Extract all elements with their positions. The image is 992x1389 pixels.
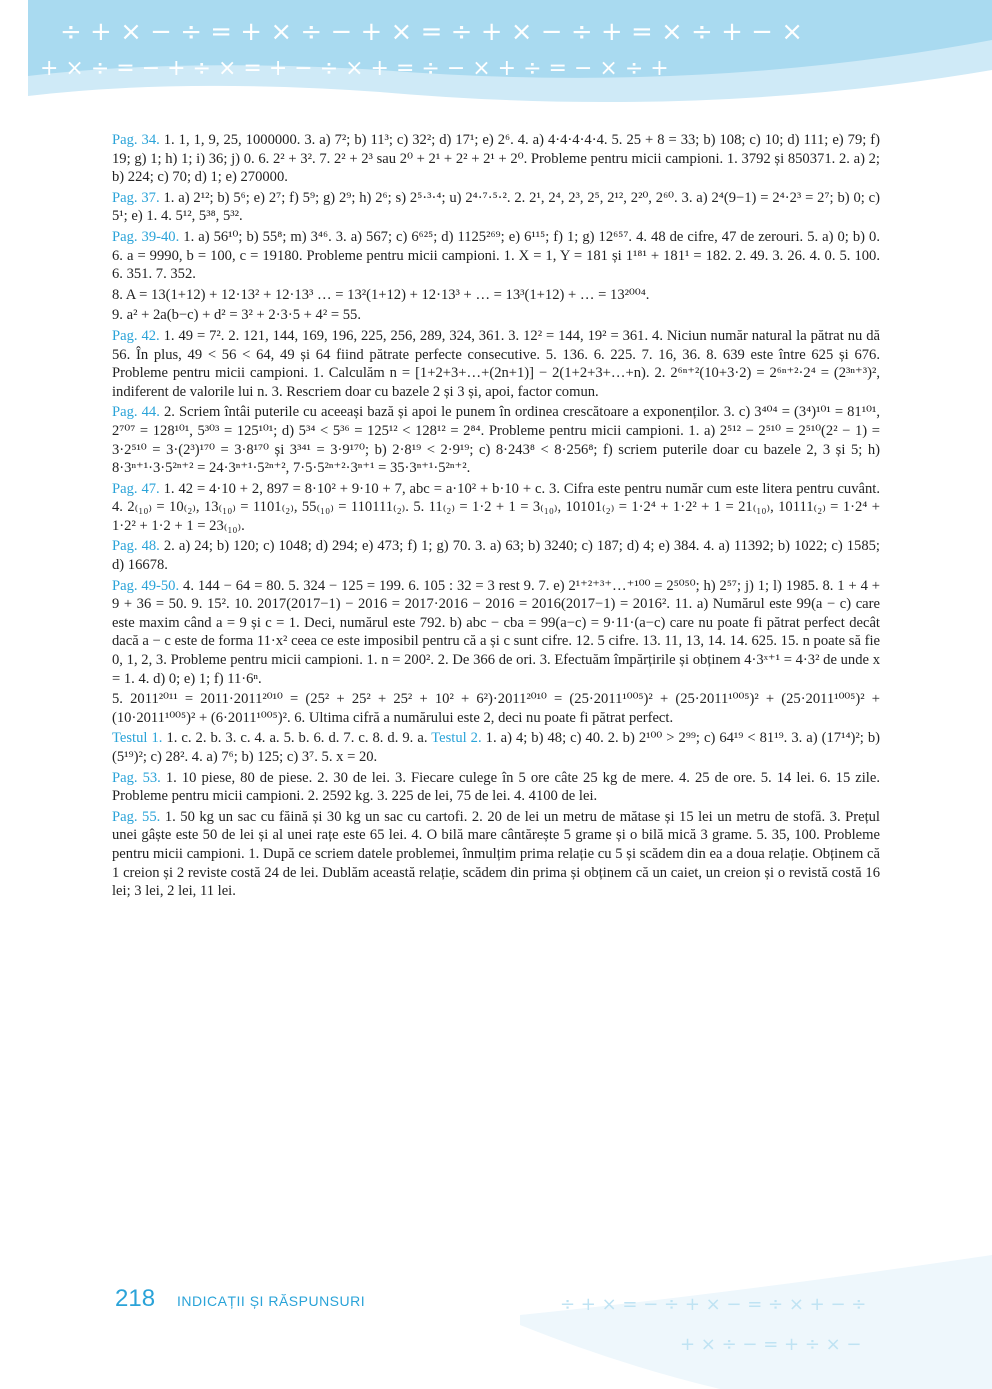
page-ref: Pag. 44. [112, 404, 160, 421]
paragraph [112, 189, 880, 226]
paragraph [112, 729, 880, 766]
page-footer [115, 1285, 365, 1315]
paragraph [112, 403, 880, 477]
page-ref: Pag. 47. [112, 480, 160, 497]
answer-text: 4. 144 − 64 = 80. 5. 324 − 125 = 199. 6. 105 : 32 = 3 rest 9. 7. e) 2¹⁺²⁺³⁺…⁺¹⁰⁰ = 2⁵⁰⁵⁰; h) 2⁵⁷; j) 1; l) 1985. 8. 1 + 4 + 9 + 36 = 50. 9. 15². 10. 2017(2017−1) − 2016 = 2017·2016 − 2016 = 2016(2017−1) = 2016². 11. a) Numărul este 99(a − c) care este maxim când a = 9 și c = 1. Deci, numărul este 792. b) abc − cba = 99(a−c) = 9·11·(a−c) care nu poate fi pătrat perfect decât dacă a − c este de forma 11·x² ceea ce este imposibil pentru că a și c sunt cifre. 12. 5 cifre. 13. 11, 13, 14. 14. 625. 15. n poate să fie 0, 1, 2, 3. Probleme pentru micii campioni. 1. n = 200². 2. De 366 de ori. 3. Efectuăm împărțirile și obținem 4·3ˣ⁺¹ = 4·3² de unde x = 1. 4. d) 0; e) 1; f) 11·6ⁿ. [112, 577, 880, 687]
page-ref: Pag. 34. [112, 132, 160, 148]
test-ref: Testul 2. [431, 730, 482, 747]
answer-text: 1. 42 = 4·10 + 2, 897 = 8·10² + 9·10 + 7, abc = a·10² + b·10 + c. 3. Cifra este pentru număr cum este litera pentru cuvânt. 4. 2₍₁₀₎ = 10₍₂₎, 13₍₁₀₎ = 1101₍₂₎, 55₍₁₀₎ = 110111₍₂₎. 5. 11₍₂₎ = 1·2 + 1 = 3₍₁₀₎, 10101₍₂₎ = 1·2⁴ + 1·2² + 1 = 21₍₁₀₎, 10111₍₂₎ = 1·2⁴ + 1·2² + 1·2 + 1 = 23₍₁₀₎. [112, 480, 881, 534]
paragraph [112, 480, 880, 536]
answer-text: 1. 1, 1, 9, 25, 1000000. 3. a) 7²; b) 11³; c) 32²; d) 17¹; e) 2⁶. 4. a) 4·4·4·4·4. 5. 25 + 8 = 33; b) 108; c) 10; d) 111; e) 79; f) 19; g) 1; h) 1; i) 36; j) 0. 6. 2² + 3². 7. 2² + 2³ sau 2⁰ + 2¹ + 2² + 2¹ + 2⁰. Probleme pentru micii campioni. 1. 3792 și 850371. 2. a) 2; b) 224; c) 70; d) 1; e) 270000. [112, 132, 880, 186]
page-ref: Pag. 55. [112, 808, 161, 825]
answer-text: 1. a) 56¹⁰; b) 55⁸; m) 3⁴⁶. 3. a) 567; c) 6⁶²⁵; d) 1125²⁶⁹; e) 6¹¹⁵; f) 1; g) 12⁶⁵⁷. 4. 48 de cifre, 47 de zerouri. 5. a) 0; b) 0. 6. a = 9990, b = 100, c = 19180. Probleme pentru micii campioni. 1. X = 1, Y = 181 și 1¹⁸¹ + 181¹ = 182. 2. 49. 3. 26. 4. 0. 5. 100. 6. 351. 7. 352. [112, 228, 880, 283]
page-ref: Pag. 48. [112, 538, 160, 555]
answer-text: 1. a) 2¹²; b) 5⁶; e) 2⁷; f) 5⁹; g) 2⁹; h) 2⁶; s) 2⁵·³·⁴; u) 2⁴·⁷·⁵·². 2. 2¹, 2⁴, 2³, 2⁵, 2¹², 2²⁰, 2⁶⁰. 3. a) 2⁴(9−1) = 2⁴·2³ = 2⁷; b) 0; c) 5¹; e) 1. 4. 5¹², 5³⁸, 5³². [112, 189, 880, 225]
page-number: 218 [115, 1285, 156, 1312]
paragraph [112, 228, 880, 284]
page-ref: Pag. 49-50. [112, 577, 180, 594]
answer-text: 8. A = 13(1+12) + 12·13² + 12·13³ … = 13²(1+12) + 12·13³ + … = 13³(1+12) + … = 13²⁰⁰⁴. [112, 286, 650, 303]
answer-text: 1. 49 = 7². 2. 121, 144, 169, 196, 225, 256, 289, 324, 361. 3. 12² = 144, 19² = 361. 4. Niciun număr natural la pătrat nu dă 56. În plus, 49 < 56 < 64, 49 și 64 fiind pătrate perfecte consecutive. 5. 136. 6. 225. 7. 16, 36. 8. 639 este între 625 și 676. Probleme pentru micii campioni. 1. Calculăm n = [1+2+3+…+(2n+1)] − 2(1+2+3+…+n). 2. 2⁶ⁿ⁺²(10+3·2) = 2⁶ⁿ⁺²·2⁴ = (2³ⁿ⁺³)², indiferent de valorile lui n. 3. Rescriem doar cu bazele 2 și 3 și, apoi, factor comun. [112, 327, 880, 400]
answer-text: 2. Scriem întâi puterile cu aceeași bază și apoi le punem în ordinea crescătoare a exponenților. 3. c) 3⁴⁰⁴ = (3⁴)¹⁰¹ = 81¹⁰¹, 2⁷⁰⁷ = 128¹⁰¹, 5³⁰³ = 125¹⁰¹; d) 5³⁴ < 5³⁶ = 125¹² < 128¹² = 2⁸⁴. Probleme pentru micii campioni. 1. a) 2⁵¹² − 2⁵¹⁰ = 2⁵¹⁰(2² − 1) = 3·2⁵¹⁰ = 3·(2³)¹⁷⁰ = 3·8¹⁷⁰ și 3³⁴¹ = 3·9¹⁷⁰; b) 2·8¹⁹ < 2·9¹⁹; c) 8·243⁸ < 8·256⁸; f) scriem puterile doar cu bazele 2, 3 și 5; h) 8·3ⁿ⁺¹·3·5²ⁿ⁺² = 24·3ⁿ⁺¹·5²ⁿ⁺², 7·5·5²ⁿ⁺²·3ⁿ⁺¹ = 35·3ⁿ⁺¹·5²ⁿ⁺². [112, 404, 880, 477]
paragraph [112, 690, 880, 727]
paragraph [112, 131, 880, 187]
page-ref: Pag. 42. [112, 327, 160, 344]
answer-text: 1. c. 2. b. 3. c. 4. a. 5. b. 6. d. 7. c. 8. d. 9. a. [166, 730, 428, 747]
paragraph [112, 808, 880, 901]
answer-text: 1. 10 piese, 80 de piese. 2. 30 de lei. 3. Fiecare culege în 5 ore câte 25 kg de mere. 4. 25 de ore. 5. 14 lei. 6. 15 zile. Probleme pentru micii campioni. 2. 2592 kg. 3. 225 de lei, 75 de lei. 4. 4100 de lei. [112, 769, 880, 805]
test-ref: Testul 1. [112, 730, 163, 747]
answer-text: 2. a) 24; b) 120; c) 1048; d) 294; e) 473; f) 1; g) 70. 3. a) 63; b) 3240; c) 187; d) 4; e) 384. 4. a) 11392; b) 1022; c) 1585; d) 16678. [112, 538, 880, 574]
answer-text: 1. a) 4; b) 48; c) 40. 2. b) 2¹⁰⁰ > 2⁹⁹; c) 64¹⁹ < 81¹⁹. 3. a) (17¹⁴)²; b) (5¹⁹)²; c) 28². 4. a) 7⁶; b) 125; c) 3⁷. 5. x = 20. [112, 730, 881, 765]
svg-text:÷ + × = − ÷ + × − = ÷ × + − ÷: ÷ + × = − ÷ + × − = ÷ × + − ÷ [560, 1294, 867, 1315]
svg-text:+ × ÷ = − + ÷ × = + − ÷ × + =: + × ÷ = − + ÷ × = + − ÷ × + = ÷ − × + ÷ = − × ÷ + [40, 56, 669, 81]
svg-text:÷ + × − ÷ = + × ÷ − + × = ÷ +: ÷ + × − ÷ = + × ÷ − + × = ÷ + × − ÷ + = × ÷ + − × [60, 17, 803, 47]
page-ref: Pag. 53. [112, 769, 161, 786]
paragraph [112, 537, 880, 574]
paragraph [112, 327, 880, 401]
paragraph [112, 306, 880, 325]
header-banner [0, 0, 992, 125]
paragraph [112, 769, 880, 806]
answer-text: 5. 2011²⁰¹¹ = 2011·2011²⁰¹⁰ = (25² + 25² + 25² + 10² + 6²)·2011²⁰¹⁰ = (25·2011¹⁰⁰⁵)² + (25·2011¹⁰⁰⁵)² + (25·2011¹⁰⁰⁵)² + (10·2011¹⁰⁰⁵)² + (6·2011¹⁰⁰⁵)². 6. Ultima cifră a numărului este 2, deci nu poate fi pătrat perfect. [112, 691, 880, 726]
answer-text: 1. 50 kg un sac cu făină și 30 kg un sac cu cartofi. 2. 20 de lei un metru de mătase și 15 lei un metru de stofă. 3. Prețul unei gâște este 50 de lei și al unei rațe este 65 lei. 4. O bilă mare cântărește 5 grame și o bilă mică 3 grame. 5. 35, 100. Probleme pentru micii campioni. 1. După ce scriem datele problemei, înmulțim prima relație cu 5 și scădem din ea a doua relație. Obținem că 1 creion și 2 reviste costă 24 de lei. Dublăm această relație, scădem din prima și obținem că un caiet, un creion și o revistă costă 16 lei; 3 lei, 2 lei, 11 lei. [112, 808, 880, 900]
page-ref: Pag. 39-40. [112, 228, 180, 245]
answer-text: 9. a² + 2a(b−c) + d² = 3² + 2·3·5 + 4² = 55. [112, 307, 361, 324]
answers-content [112, 131, 880, 903]
paragraph [112, 577, 880, 689]
section-title: INDICAȚII ȘI RĂSPUNSURI [177, 1293, 366, 1309]
svg-text:+ × ÷ − = + ÷ × −: + × ÷ − = + ÷ × − [680, 1334, 862, 1355]
page-ref: Pag. 37. [112, 189, 160, 206]
footer-decoration [520, 1255, 992, 1389]
paragraph [112, 286, 880, 305]
